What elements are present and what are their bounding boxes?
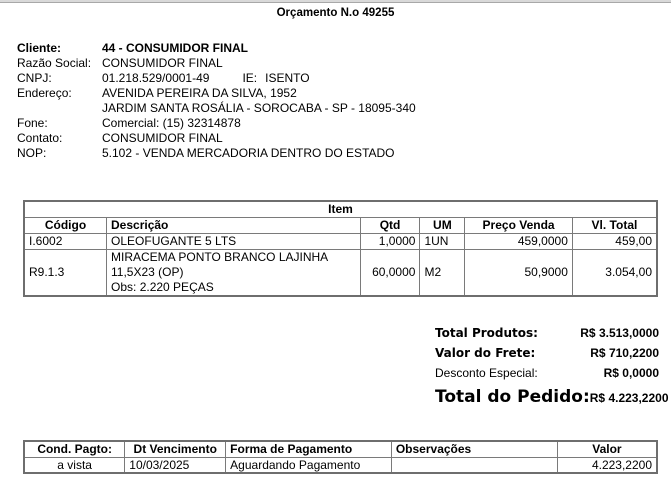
item-descricao-line1: MIRACEMA PONTO BRANCO LAJINHA [111,249,329,264]
total-produtos-value: R$ 3.513,0000 [580,326,659,340]
item-qtd: 60,0000 [360,249,420,296]
desconto-row [435,366,659,386]
pay-cond: a vista [24,457,125,473]
item-preco: 50,9000 [465,249,573,296]
col-valor: Valor [557,441,657,457]
razao-value: CONSUMIDOR FINAL [102,56,223,70]
items-section-title: Item [24,201,657,217]
endereco-row [17,86,416,101]
endereco-line1: AVENIDA PEREIRA DA SILVA, 1952 [102,86,297,100]
endereco-line2: JARDIM SANTA ROSÁLIA - SOROCABA - SP - 18095-340 [102,101,416,115]
ie-label: IE: [242,71,258,85]
item-qtd: 1,0000 [360,233,420,249]
total-produtos-row [435,326,659,346]
total-produtos-label: Total Produtos: [435,326,538,340]
col-codigo: Código [24,217,107,233]
cnpj-label: CNPJ: [17,71,52,85]
endereco-label: Endereço: [17,86,72,100]
item-descricao [107,249,361,296]
fone-value: Comercial: (15) 32314878 [102,116,241,130]
table-row [24,233,657,249]
table-row [24,249,657,296]
fone-row [17,116,416,131]
pay-observacoes [391,457,557,473]
pay-valor: 4.223,2200 [557,457,657,473]
valor-frete-label: Valor do Frete: [435,346,536,360]
item-um: M2 [420,249,465,296]
document-title: Orçamento N.o 49255 [276,5,395,19]
payment-table [23,440,658,474]
item-descricao-line2: 11,5X23 (OP) [111,264,184,279]
item-codigo: R9.1.3 [24,249,107,296]
pay-forma: Aguardando Pagamento [226,457,392,473]
item-total: 3.054,00 [572,249,657,296]
client-row [17,41,416,56]
col-um: UM [420,217,465,233]
nop-row [17,146,416,161]
cliente-value: 44 - CONSUMIDOR FINAL [102,41,249,55]
items-header-row [24,217,657,233]
col-preco: Preço Venda [465,217,573,233]
col-qtd: Qtd [360,217,420,233]
total-pedido-row [435,387,669,413]
valor-frete-row [435,346,659,366]
ie-value: ISENTO [265,71,310,85]
items-table [23,200,658,297]
contato-value: CONSUMIDOR FINAL [102,131,223,145]
item-total: 459,00 [572,233,657,249]
col-total: Vl. Total [572,217,657,233]
desconto-label: Desconto Especial: [435,366,538,380]
col-descricao: Descrição [107,217,361,233]
desconto-value: R$ 0,0000 [603,366,659,380]
fone-label: Fone: [17,116,48,130]
top-border [0,0,671,3]
spacer [17,101,102,116]
valor-frete-value: R$ 710,2200 [590,346,659,360]
client-info [17,41,416,161]
cnpj-value: 01.218.529/0001-49 [102,71,210,85]
col-cond-pagto: Cond. Pagto: [24,441,125,457]
nop-label: NOP: [17,146,47,160]
cliente-label: Cliente: [17,41,62,55]
contato-label: Contato: [17,131,63,145]
contato-row [17,131,416,146]
nop-value: 5.102 - VENDA MERCADORIA DENTRO DO ESTADO [102,146,395,160]
item-obs: Obs: 2.220 PEÇAS [111,279,214,294]
payment-header-row [24,441,657,457]
total-pedido-value: R$ 4.223,2200 [589,391,669,405]
razao-label: Razão Social: [17,56,92,70]
col-dt-vencimento: Dt Vencimento [125,441,226,457]
col-forma-pagamento: Forma de Pagamento [226,441,392,457]
item-codigo: I.6002 [24,233,107,249]
cnpj-row [17,71,416,86]
pay-vencimento: 10/03/2025 [125,457,226,473]
razao-row [17,56,416,71]
endereco-row-2 [17,101,416,116]
item-preco: 459,0000 [465,233,573,249]
item-descricao: OLEOFUGANTE 5 LTS [107,233,361,249]
total-pedido-label: Total do Pedido: [435,387,590,407]
totals-block [435,326,669,413]
col-observacoes: Observações [391,441,557,457]
table-row [24,457,657,473]
item-um: 1UN [420,233,465,249]
